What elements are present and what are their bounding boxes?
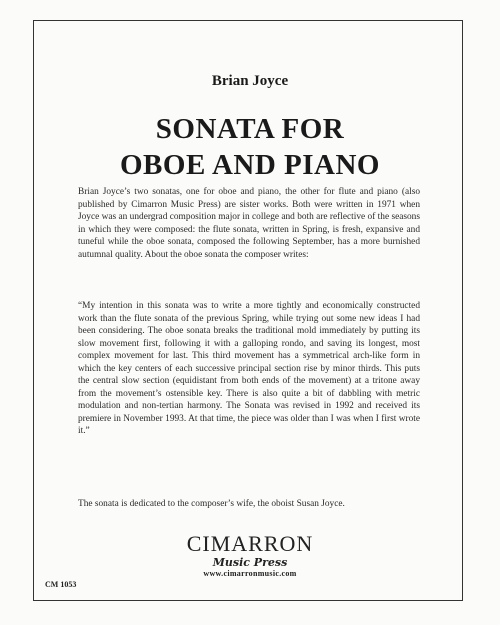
publisher-subtitle: Music Press xyxy=(212,556,288,569)
publisher-logo xyxy=(0,533,500,579)
dedication-paragraph: The sonata is dedicated to the composer’s wife, the oboist Susan Joyce. xyxy=(78,499,345,509)
intro-paragraph: Brian Joyce’s two sonatas, one for oboe and piano, the other for flute and piano (also published by Cimarron Music Press) are sister works. Both were written in 1971 when Joyce was an undergrad composition major in college and both are reflective of the seasons in which they were composed: the flute sonata, written in Spring, is fresh, expansive and tuneful while the oboe sonata, composed the following September, has a more burnished autumnal quality. About the oboe sonata the composer writes: xyxy=(78,187,420,260)
publisher-name: CIMARRON xyxy=(186,531,314,556)
title-line-1: SONATA FOR xyxy=(155,113,345,145)
composer-name: Brian Joyce xyxy=(211,73,289,89)
publisher-url: www.cimarronmusic.com xyxy=(203,569,297,578)
title-line-2: OBOE AND PIANO xyxy=(120,149,380,181)
composer-quote-paragraph: “My intention in this sonata was to write a more tightly and economically constructed work than the flute sonata of the previous Spring, while trying out some new ideas I had been considering. The oboe sonata breaks the traditional mold immediately by putting its slow movement first, following it with a galloping rondo, and saving its longest, most complex movement for last. This third movement has a symmetrical arch-like form in which the key centers of each successive principal section rise by minor thirds. This puts the central slow section (equidistant from both ends of the movement) at a tritone away from the movement’s ostensible key. There is also quite a bit of dabbling with metric modulation and non-tertian harmony. The Sonata was revised in 1992 and received its premiere in November 1993. At that time, the piece was older than I was when I first wrote it.” xyxy=(78,301,420,436)
catalog-number: CM 1053 xyxy=(45,580,77,589)
